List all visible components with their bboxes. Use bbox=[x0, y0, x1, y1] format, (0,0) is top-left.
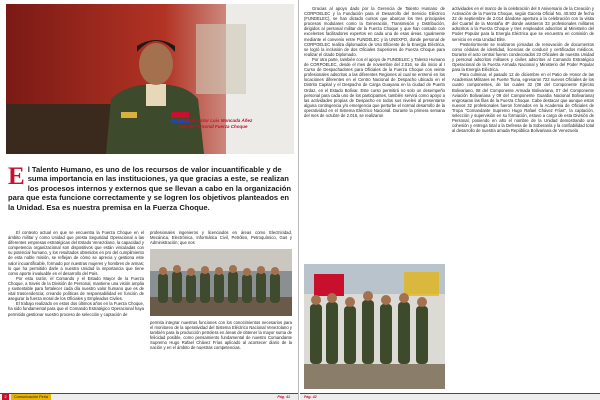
body-paragraph: actividades en el marco de la celebración del II Aniversario de la Creación y Activación de la Fuerza Choque, según Gaceta Oficial No. 40.502 de fecha 22 de septiembre de 2.014 dándose apertura a la celebración con la visita del Cuartel de la Montaña 4F donde asistieron 33 profesionales militares adscritos a la Fuerza Choque y tres empleados adscritos al Ministerio del Poder Popular para la Energía Eléctrica que se encuentra en comisión de servicio en esta Unidad Elite. bbox=[452, 6, 594, 42]
body-paragraph: El contexto actual en que se encuentra la Fuerza Choque en el ámbito militar y como Unidad que presta Seguridad Operacional a las diferentes empresas estratégicas del Estado Venezolano, la capacidad y competencia organizacional son dispositivos que están vinculadas con su potencial humano, y los resultados obtenidos en pro del cumplimiento de esta noble misión, se reflejan de cómo se aprecia y gestiona este valor incuantificable, formado por nuestras mujeres y hombres de armas; lo que ha permitido darle a nuestra Unidad la importancia que tiene como aporte invaluable en el desarrollo del País. bbox=[8, 230, 144, 276]
intro-text: l Talento Humano, es uno de los recursos de valor incuantificable y de suma importancia en las instituciones, ya que gracias a este, se realizan los procesos internos y externos que se llevan a cabo en la organización para que esta funcione correctamente y se logren los objetivos planteados en la Unidad. Esa es nuestra premisa en la Fuerza Choque. bbox=[8, 165, 292, 212]
right-page bbox=[300, 0, 600, 400]
photo-caption: Coronel Víctor Luis Moncada Áñez Jefe de Personal Fuerza Choque bbox=[178, 118, 253, 129]
running-page-label: Pág. 41 bbox=[277, 395, 290, 399]
left-column-1 bbox=[8, 230, 144, 317]
section-label: Comunicación Perla bbox=[11, 394, 51, 400]
body-paragraph: Para culminar, el pasado 12 de diciembre en el Patio de Honor de las Academias Militares en Fuerte Tiuna, egresaron 722 nuevos Oficiales de los cuatro componentes, de los cuales 32 (08 del Componente Ejército Bolivariano, 08 del Componente Armada Bolivariana, 07 del Componente Aviación Bolivariana y 09 del Componente Guardia Nacional Bolivariana) engrosaran las filas de la Fuerza Choque. Cabe destacar que aunque estos nuevos 32 profesionales fueron formados en la Academia de Oficiales de Tropa "Comandante Supremo Hugo Rafael Chávez Frías", la captación, selección y supervisión en su formación, estuvo a cargo de esta División de Personal, poniendo en alto el nombre de la Unidad demostrando una cohesión y entrega total a la Defensa de la Soberanía y la confiabilidad total al desarrollo de nuestra amada República Bolivariana de Venezuela bbox=[452, 72, 594, 134]
left-column-2 bbox=[150, 230, 292, 245]
ceremony-photo bbox=[304, 264, 445, 389]
body-paragraph: Posteriormente se realizaron jornadas de renovación de documentos como cédulas de identidad, licencias de conducir y certificados médicos. Durante el acto central fueron condecorados 23 Oficiales de nuestra Unidad y personal adscritos militares y civiles adscritos al Comando Estratégico Operacional de la Fuerza Armada Nacional y Ministerio del Poder Popular para la Energía Eléctrica. bbox=[452, 41, 594, 73]
body-paragraph: permita integrar nuestras funciones con los conocimientos necesarios para el monitoreo de la operatividad del Sistema Eléctrico Nacional Venezolano y también para la producción petrolera en áreas de obtener la mayor suma de felicidad posible, como pensamiento fundamental de nuestro Comandante Supremo Hugo Rafael Chávez Frías aplicado al acontecer diario de la nación y en el ámbito de nuestras competencias. bbox=[150, 320, 292, 351]
officer-portrait-photo bbox=[6, 4, 294, 154]
left-page bbox=[0, 0, 299, 400]
body-paragraph: Por esta razón, el Comando y el Estado Mayor de la Fuerza Choque, a través de la División de Personal, mantiene una visión amplia y sustentable para fortalecer cada día nuestro valor humano que es de vital trascendencia; creando políticas de responsabilidad en función de asegurar la fuerza moral de los Oficiales y Empleados Civiles. bbox=[8, 275, 144, 302]
right-column-2 bbox=[452, 6, 594, 133]
right-page-footer bbox=[300, 393, 600, 400]
left-page-footer bbox=[0, 393, 298, 400]
body-paragraph: Gracias al apoyo dado por la Gerencia de Talento Humano de CORPOELEC y la Fundación para el Desarrollo del Servicio Eléctrico (FUNDELEC), se han dictado cursos que abarcan los tres principales procesos modulares como la Generación, Transmisión y Distribución, dirigidos al personal militar de la Fuerza Choque y que han contado con excelentes facilitadores expertos en cada una de esas áreas. Igualmente mediante el convenio entre FUNDELEC y la UNEXPO, donde personal de CORPOELEC realiza diplomados de Uso Eficiente de la Energía Eléctrica, se logró la inclusión de dos Oficiales Superiores de Fuerza Choque para realizar el citado Diplomado. bbox=[304, 6, 445, 57]
right-column-1 bbox=[304, 6, 445, 118]
page-number: 2 bbox=[2, 394, 9, 400]
group-photo bbox=[150, 249, 292, 316]
intro-paragraph bbox=[8, 165, 292, 212]
drop-cap: E bbox=[8, 163, 25, 190]
left-column-2-bottom bbox=[150, 320, 292, 351]
running-page-label: Pág. 42 bbox=[304, 395, 317, 399]
body-paragraph: profesionales ingenieros y licenciados en áreas como Electricidad, Mecánica, Electrónica, Informática Civil, Petróleo, Petroquímico, Gas y Administración; que nos bbox=[150, 230, 292, 246]
body-paragraph: Por otra parte, también con el apoyo de FUNDELEC y Talento Humano de CORPOELEC, desde el mes de noviembre del 2.016, se dio inicio al I Curso de Despachadores para Oficiales de la Fuerza Choque con veinte profesionales adscritos a las diferentes Regiones al cual se entrenó en los locaciones diferentes en el Centro Nacional de Despacho ubicado en el Distrito Capital y el Despacho de Carga Guayana en la ciudad de Puerto Ordaz, en el Estado Bolívar. Este curso permitirá no solo un desempeño personal para cada uno de los participantes, también servirá como apoyo a las actividades propias de Despacho en todos sus niveles al presentarse alguna contingencia y/o emergencia que perturbe el normal desarrollo de la operatividad en el Sistema Eléctrico Nacional. Durante la primera semana del mes de octubre de 2.016, se realizaron bbox=[304, 56, 445, 118]
body-paragraph: El trabajo realizado en estos dos últimos años en la Fuerza Choque, ha sido fundamental para que el Comando Estratégico Operacional haya permitido gestionar nuestro proceso de selección y captación de bbox=[8, 301, 144, 317]
